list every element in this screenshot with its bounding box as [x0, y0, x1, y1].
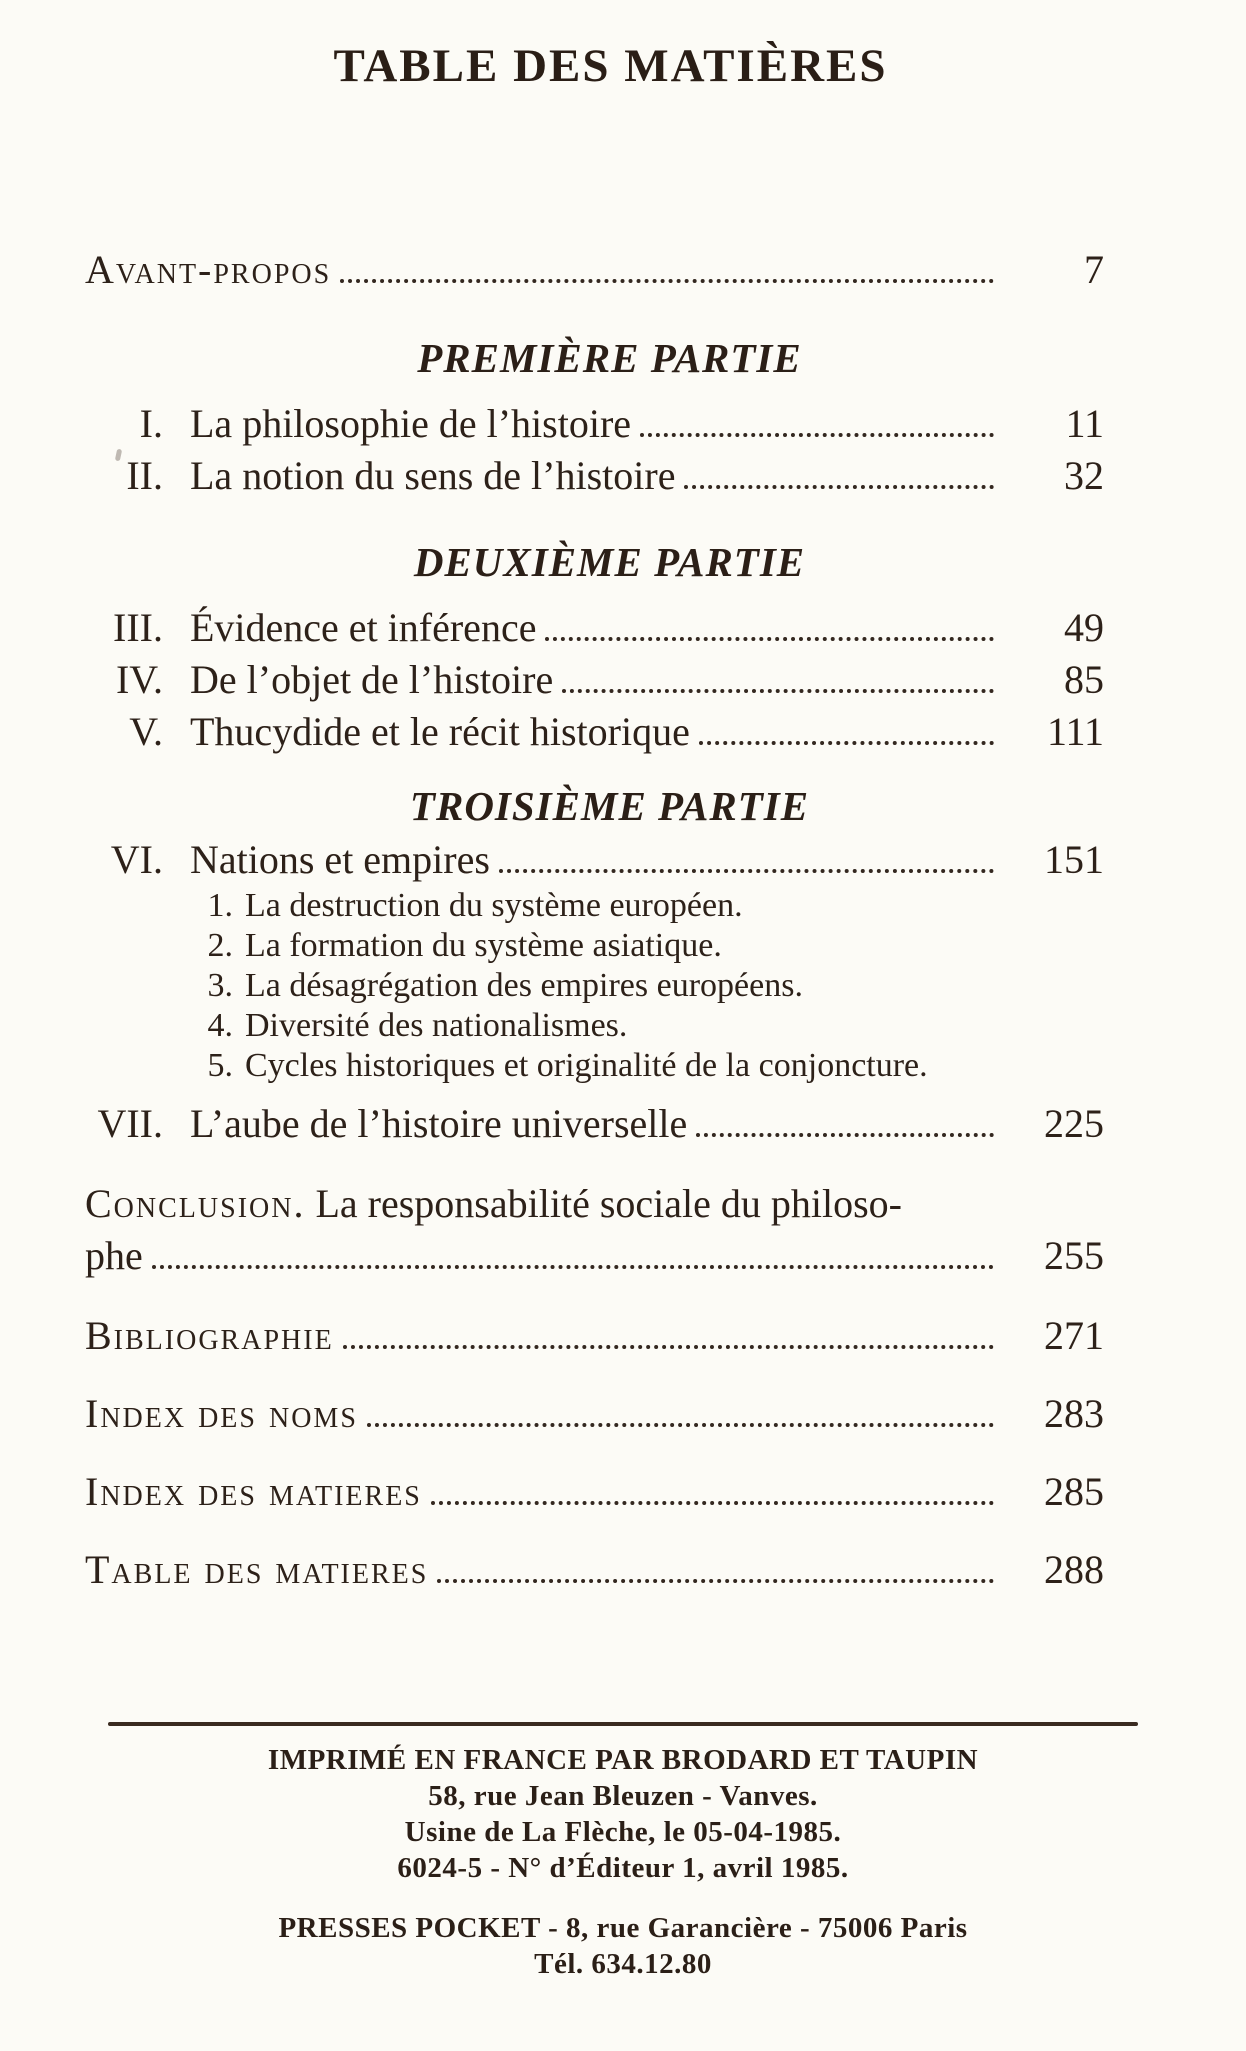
toc-entry-7	[85, 1098, 1104, 1150]
roman-numeral: IV.	[115, 657, 163, 702]
page-number: 111	[1046, 709, 1104, 754]
toc-entry-5	[85, 706, 1104, 758]
sub-item-text: La formation du système asiatique.	[245, 927, 722, 964]
page-number: 283	[1044, 1391, 1104, 1436]
conclusion-line-1	[85, 1178, 1104, 1230]
roman-numeral: VII.	[97, 1101, 163, 1146]
toc-entry-avant-propos	[85, 244, 1104, 296]
page-number: 271	[1044, 1313, 1104, 1358]
page-number: 225	[1044, 1101, 1104, 1146]
page-number: 11	[1065, 401, 1104, 446]
entry-label: L’aube de l’histoire universelle	[190, 1101, 688, 1146]
entry-label: La philosophie de l’histoire	[190, 401, 632, 446]
page-number: 85	[1064, 657, 1104, 702]
entry-label: Index des noms	[85, 1391, 358, 1436]
page-number: 255	[1044, 1233, 1104, 1278]
page-number: 7	[1084, 247, 1104, 292]
entry-label: Table des matieres	[85, 1547, 429, 1592]
roman-numeral: III.	[113, 605, 163, 650]
imprint-address-line: 58, rue Jean Bleuzen - Vanves.	[428, 1780, 818, 1812]
conclusion-text: La responsabilité sociale du philoso-	[315, 1181, 902, 1226]
part-heading-premiere: PREMIÈRE PARTIE	[417, 335, 802, 381]
backmatter-entry-table-matieres	[85, 1544, 1104, 1596]
conclusion-continuation: phe	[85, 1233, 143, 1278]
dot-leader	[696, 1133, 994, 1137]
page-number: 49	[1064, 605, 1104, 650]
roman-numeral: II.	[126, 453, 163, 498]
sub-item-text: La destruction du système européen.	[245, 887, 743, 924]
imprint-printer-line: IMPRIMÉ EN FRANCE PAR BRODARD ET TAUPIN	[267, 1744, 979, 1776]
dot-leader	[499, 869, 994, 873]
sub-item-number: 3.	[207, 967, 233, 1004]
page-number: 32	[1064, 453, 1104, 498]
conclusion-heading-label: Conclusion.	[85, 1181, 306, 1226]
sub-item-number: 1.	[207, 887, 233, 924]
printer-colophon	[108, 1722, 1138, 1982]
entry-label: Nations et empires	[190, 837, 490, 882]
sub-item-1	[197, 886, 1104, 926]
dot-leader	[545, 637, 994, 641]
dot-leader	[437, 1579, 994, 1583]
dot-leader	[684, 485, 994, 489]
dot-leader	[699, 741, 994, 745]
dot-leader	[340, 279, 994, 283]
page-title: TABLE DES MATIÈRES	[333, 40, 888, 92]
toc-entry-1	[85, 398, 1104, 450]
sub-item-text: Diversité des nationalismes.	[245, 1007, 628, 1044]
printer-block	[108, 1742, 1138, 1886]
entry-label: Index des matieres	[85, 1469, 422, 1514]
sub-item-3	[197, 966, 1104, 1006]
page-number: 288	[1044, 1547, 1104, 1592]
sub-item-text: La désagrégation des empires européens.	[245, 967, 803, 1004]
imprint-factory-line: Usine de La Flèche, le 05-04-1985.	[404, 1816, 842, 1848]
roman-numeral: I.	[139, 401, 163, 446]
dot-leader	[367, 1423, 994, 1427]
backmatter-entry-bibliographie	[85, 1310, 1104, 1362]
entry-label: Bibliographie	[85, 1313, 334, 1358]
dot-leader	[152, 1265, 994, 1269]
dot-leader	[562, 689, 994, 693]
divider-rule	[108, 1722, 1138, 1726]
roman-numeral: VI.	[110, 837, 163, 882]
entry-label: De l’objet de l’histoire	[190, 657, 554, 702]
dot-leader	[343, 1345, 994, 1349]
sub-item-2	[197, 926, 1104, 966]
imprint-phone-line: Tél. 634.12.80	[534, 1948, 712, 1980]
sub-item-number: 4.	[207, 1007, 233, 1044]
part-heading-deuxieme: DEUXIÈME PARTIE	[413, 539, 806, 585]
entry-label: Évidence et inférence	[190, 605, 537, 650]
publisher-block	[108, 1910, 1138, 1982]
sub-item-5	[197, 1046, 1104, 1086]
imprint-publisher-line: PRESSES POCKET - 8, rue Garancière - 75006 Paris	[278, 1912, 968, 1944]
part-heading-troisieme: TROISIÈME PARTIE	[409, 783, 810, 829]
entry-label: La notion du sens de l’histoire	[190, 453, 676, 498]
toc-entry-6	[85, 834, 1104, 886]
toc-entry-2	[85, 450, 1104, 502]
toc-entry-4	[85, 654, 1104, 706]
page-number: 285	[1044, 1469, 1104, 1514]
entry-label: Thucydide et le récit historique	[190, 709, 690, 754]
sub-item-text: Cycles historiques et originalité de la conjoncture.	[245, 1047, 928, 1084]
toc-entry-3	[85, 602, 1104, 654]
sub-item-number: 5.	[207, 1047, 233, 1084]
dot-leader	[640, 433, 994, 437]
entry-label: Avant-propos	[85, 247, 332, 292]
dot-leader	[431, 1501, 994, 1505]
roman-numeral: V.	[129, 709, 163, 754]
sub-item-4	[197, 1006, 1104, 1046]
sub-item-number: 2.	[207, 927, 233, 964]
imprint-editor-number-line: 6024-5 - N° d’Éditeur 1, avril 1985.	[397, 1852, 849, 1884]
page-number: 151	[1044, 837, 1104, 882]
backmatter-entry-index-noms	[85, 1388, 1104, 1440]
conclusion-line-2	[85, 1230, 1104, 1282]
toc-content	[85, 0, 1104, 1596]
backmatter-entry-index-matieres	[85, 1466, 1104, 1518]
